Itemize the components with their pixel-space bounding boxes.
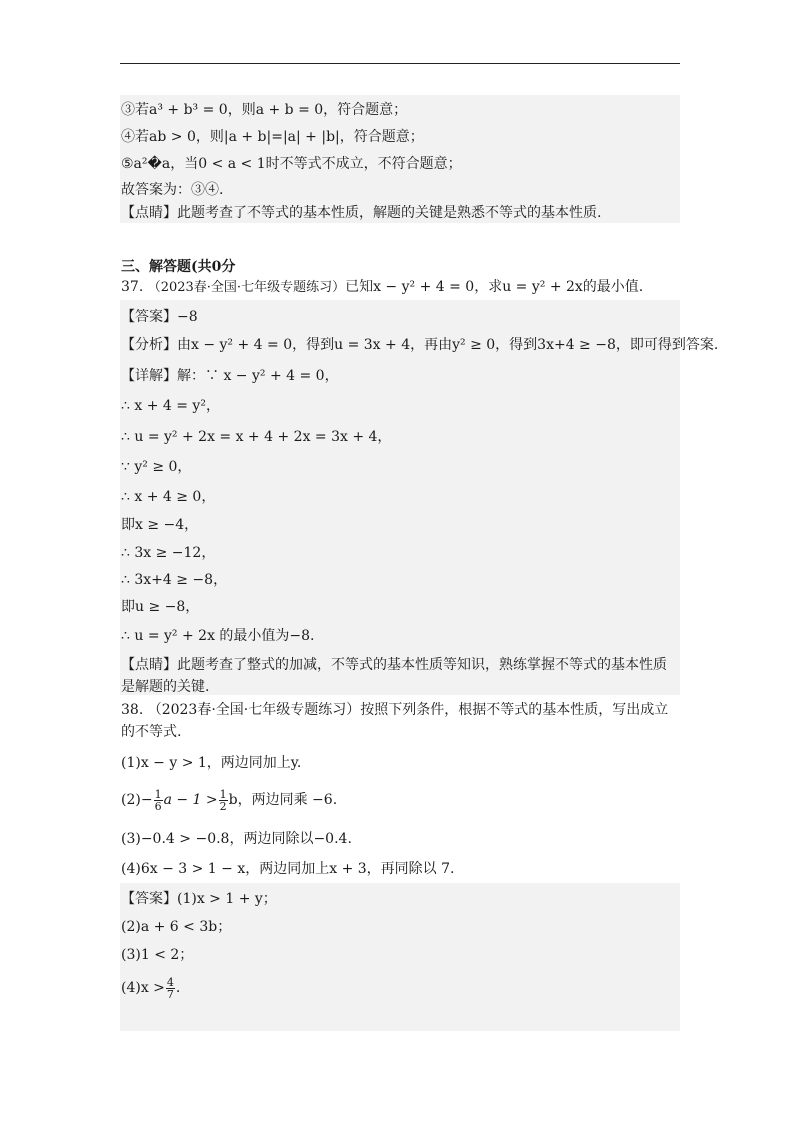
q37-answer [121,307,198,327]
fraction-four-sevenths [166,977,175,1000]
q38-part3: (3)−0.4 > −0.8，两边同除以−0.4. [121,831,352,847]
q38-part2-after: b，两边同乘 −6. [228,792,338,808]
q37-step: ∴ 3x ≥ −12， [121,545,216,561]
fraction-numerator: 4 [166,975,174,989]
q37-detail [121,366,339,386]
q37-answer-value: −8 [177,309,198,325]
fraction-denominator: 7 [166,987,174,1001]
q38-answer-1: 【答案】(1)x > 1 + y； [121,891,277,907]
q38-answer-4 [121,975,180,1001]
q37-step: 即x ≥ −4， [121,517,199,533]
q38-part2-prefix: (2)− [121,792,153,808]
fraction-one-half [219,789,228,812]
q37-step: ∴ x + 4 ≥ 0， [121,489,216,505]
q38-part2-mid: a − 1 > [163,792,218,808]
q38-answer-2: (2)a + 6 < 3b； [121,919,232,935]
q38-part4: (4)6x − 3 > 1 − x，两边同加上x + 3，再同除以 7. [121,861,455,877]
prev-item-4: ④若ab > 0，则|a + b|=|a| + |b|，符合题意； [121,129,424,145]
q37-stem [121,277,643,298]
q37-step: ∴ u = y² + 2x = x + 4 + 2x = 3x + 4， [121,429,392,445]
q37-answer-label: 【答案】 [121,309,177,325]
q37-analysis: 【分析】由x − y² + 4 = 0，得到u = 3x + 4，再由y² ≥ 0，得到3x+4 ≥ −8，即可得到答案. [121,337,719,353]
q38-answer-4-prefix: (4)x > [121,980,165,996]
fraction-denominator: 6 [154,799,162,813]
q38-answer-3: (3)1 < 2； [121,947,194,963]
q37-step: ∵ y² ≥ 0， [121,459,192,475]
q37-source: （2023春·全国·七年级专题练习） [147,280,346,295]
prev-comment: 【点睛】此题考查了不等式的基本性质，解题的关键是熟悉不等式的基本性质. [121,205,602,221]
q37-number: 37. [121,279,144,295]
q38-part1: (1)x − y > 1，两边同加上y. [121,755,302,771]
q37-step: 即u ≥ −8， [121,599,200,615]
q37-step: ∴ 3x+4 ≥ −8， [121,572,228,588]
section-heading: 三、解答题(共0分 [121,259,236,275]
fraction-denominator: 2 [219,799,227,813]
q37-text: 已知x − y² + 4 = 0，求u = y² + 2x的最小值. [345,279,644,295]
fraction-numerator: 1 [154,787,162,801]
prev-item-3: ③若a³ + b³ = 0，则a + b = 0，符合题意； [121,102,408,118]
q37-step: ∵ x − y² + 4 = 0， [205,368,339,384]
q38-answer-4-suffix: . [175,980,181,996]
q38-stem-line2: 的不等式. [121,724,182,740]
q37-step: ∴ u = y² + 2x 的最小值为−8. [121,628,315,644]
q38-part2 [121,787,337,813]
header-rule [120,63,680,64]
prev-item-5: ⑤a²�a，当0 < a < 1时不等式不成立，不符合题意； [121,156,462,172]
q37-step: ∴ x + 4 = y²， [121,398,220,414]
fraction-one-sixth [154,789,163,812]
q37-comment-line1: 【点睛】此题考查了整式的加减，不等式的基本性质等知识，熟练掌握不等式的基本性质 [121,657,667,673]
q37-detail-label: 【详解】解： [121,368,205,384]
q37-comment-line2: 是解题的关键. [121,679,210,695]
q38-stem-line1: 38. （2023春·全国·七年级专题练习）按照下列条件，根据不等式的基本性质，写出成立 [121,702,669,718]
fraction-numerator: 1 [219,787,227,801]
prev-conclusion: 故答案为：③④. [121,182,224,198]
